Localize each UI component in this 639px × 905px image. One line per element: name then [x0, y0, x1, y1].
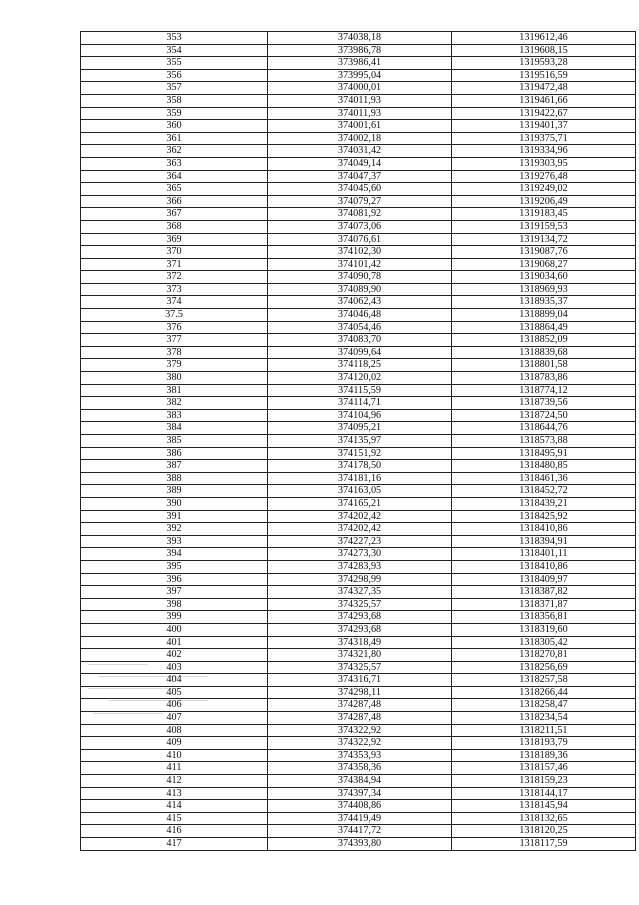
point-number-cell: 410 — [81, 749, 268, 762]
table-row — [81, 309, 636, 322]
x-coordinate-cell: 374073,06 — [268, 220, 452, 233]
x-coordinate-cell: 374046,48 — [268, 309, 452, 322]
point-number-cell: 416 — [81, 825, 268, 838]
table-row — [81, 170, 636, 183]
x-coordinate-cell: 374325,57 — [268, 598, 452, 611]
y-coordinate-cell: 1318394,91 — [452, 535, 636, 548]
table-row — [81, 220, 636, 233]
y-coordinate-cell: 1318783,86 — [452, 372, 636, 385]
point-number-cell: 368 — [81, 220, 268, 233]
y-coordinate-cell: 1318644,76 — [452, 422, 636, 435]
y-coordinate-cell: 1319375,71 — [452, 132, 636, 145]
table-row — [81, 560, 636, 573]
y-coordinate-cell: 1319334,96 — [452, 145, 636, 158]
point-number-cell: 408 — [81, 724, 268, 737]
x-coordinate-cell: 374090,78 — [268, 271, 452, 284]
table-row — [81, 422, 636, 435]
y-coordinate-cell: 1319183,45 — [452, 208, 636, 221]
point-number-cell: 397 — [81, 586, 268, 599]
point-number-cell: 361 — [81, 132, 268, 145]
point-number-cell: 405 — [81, 686, 268, 699]
y-coordinate-cell: 1319087,76 — [452, 246, 636, 259]
y-coordinate-cell: 1318899,04 — [452, 309, 636, 322]
x-coordinate-cell: 374287,48 — [268, 712, 452, 725]
x-coordinate-cell: 374358,36 — [268, 762, 452, 775]
y-coordinate-cell: 1318480,85 — [452, 460, 636, 473]
table-row — [81, 812, 636, 825]
coordinates-table-body — [81, 32, 636, 851]
y-coordinate-cell: 1319034,60 — [452, 271, 636, 284]
x-coordinate-cell: 374151,92 — [268, 447, 452, 460]
point-number-cell: 395 — [81, 560, 268, 573]
table-row — [81, 32, 636, 45]
point-number-cell: 388 — [81, 472, 268, 485]
point-number-cell: 354 — [81, 44, 268, 57]
point-number-cell: 393 — [81, 535, 268, 548]
point-number-cell: 379 — [81, 359, 268, 372]
table-row — [81, 409, 636, 422]
x-coordinate-cell: 374104,96 — [268, 409, 452, 422]
point-number-cell: 362 — [81, 145, 268, 158]
table-row — [81, 724, 636, 737]
x-coordinate-cell: 374287,48 — [268, 699, 452, 712]
x-coordinate-cell: 374002,18 — [268, 132, 452, 145]
table-row — [81, 183, 636, 196]
point-number-cell: 396 — [81, 573, 268, 586]
x-coordinate-cell: 374031,42 — [268, 145, 452, 158]
x-coordinate-cell: 374135,97 — [268, 435, 452, 448]
y-coordinate-cell: 1318864,49 — [452, 321, 636, 334]
x-coordinate-cell: 374316,71 — [268, 674, 452, 687]
y-coordinate-cell: 1318234,54 — [452, 712, 636, 725]
x-coordinate-cell: 374227,23 — [268, 535, 452, 548]
table-row — [81, 573, 636, 586]
x-coordinate-cell: 374079,27 — [268, 195, 452, 208]
point-number-cell: 373 — [81, 283, 268, 296]
point-number-cell: 359 — [81, 107, 268, 120]
y-coordinate-cell: 1319206,49 — [452, 195, 636, 208]
table-row — [81, 258, 636, 271]
x-coordinate-cell: 374115,59 — [268, 384, 452, 397]
point-number-cell: 367 — [81, 208, 268, 221]
point-number-cell: 377 — [81, 334, 268, 347]
table-row — [81, 497, 636, 510]
table-row — [81, 145, 636, 158]
y-coordinate-cell: 1318410,86 — [452, 560, 636, 573]
y-coordinate-cell: 1318724,50 — [452, 409, 636, 422]
x-coordinate-cell: 374273,30 — [268, 548, 452, 561]
y-coordinate-cell: 1318258,47 — [452, 699, 636, 712]
y-coordinate-cell: 1318401,11 — [452, 548, 636, 561]
x-coordinate-cell: 374293,68 — [268, 623, 452, 636]
y-coordinate-cell: 1318256,69 — [452, 661, 636, 674]
y-coordinate-cell: 1319249,02 — [452, 183, 636, 196]
x-coordinate-cell: 374322,92 — [268, 737, 452, 750]
x-coordinate-cell: 374298,99 — [268, 573, 452, 586]
y-coordinate-cell: 1319422,67 — [452, 107, 636, 120]
y-coordinate-cell: 1318425,92 — [452, 510, 636, 523]
x-coordinate-cell: 373995,04 — [268, 69, 452, 82]
table-row — [81, 296, 636, 309]
point-number-cell: 389 — [81, 485, 268, 498]
table-row — [81, 435, 636, 448]
point-number-cell: 374 — [81, 296, 268, 309]
y-coordinate-cell: 1318270,81 — [452, 649, 636, 662]
y-coordinate-cell: 1318157,46 — [452, 762, 636, 775]
y-coordinate-cell: 1318573,88 — [452, 435, 636, 448]
table-row — [81, 485, 636, 498]
y-coordinate-cell: 1318801,58 — [452, 359, 636, 372]
point-number-cell: 364 — [81, 170, 268, 183]
table-row — [81, 649, 636, 662]
y-coordinate-cell: 1318145,94 — [452, 800, 636, 813]
x-coordinate-cell: 373986,41 — [268, 57, 452, 70]
y-coordinate-cell: 1318211,51 — [452, 724, 636, 737]
table-row — [81, 737, 636, 750]
x-coordinate-cell: 373986,78 — [268, 44, 452, 57]
table-row — [81, 334, 636, 347]
table-row — [81, 674, 636, 687]
y-coordinate-cell: 1318319,60 — [452, 623, 636, 636]
point-number-cell: 392 — [81, 523, 268, 536]
point-number-cell: 417 — [81, 838, 268, 851]
y-coordinate-cell: 1319593,28 — [452, 57, 636, 70]
x-coordinate-cell: 374011,93 — [268, 94, 452, 107]
x-coordinate-cell: 374083,70 — [268, 334, 452, 347]
point-number-cell: 406 — [81, 699, 268, 712]
y-coordinate-cell: 1318356,81 — [452, 611, 636, 624]
point-number-cell: 378 — [81, 346, 268, 359]
table-row — [81, 787, 636, 800]
y-coordinate-cell: 1318257,58 — [452, 674, 636, 687]
point-number-cell: 400 — [81, 623, 268, 636]
x-coordinate-cell: 374419,49 — [268, 812, 452, 825]
y-coordinate-cell: 1318935,37 — [452, 296, 636, 309]
x-coordinate-cell: 374321,80 — [268, 649, 452, 662]
y-coordinate-cell: 1318266,44 — [452, 686, 636, 699]
table-row — [81, 460, 636, 473]
x-coordinate-cell: 374101,42 — [268, 258, 452, 271]
y-coordinate-cell: 1318159,23 — [452, 775, 636, 788]
y-coordinate-cell: 1319276,48 — [452, 170, 636, 183]
table-row — [81, 397, 636, 410]
x-coordinate-cell: 374000,01 — [268, 82, 452, 95]
point-number-cell: 409 — [81, 737, 268, 750]
x-coordinate-cell: 374102,30 — [268, 246, 452, 259]
point-number-cell: 363 — [81, 157, 268, 170]
table-row — [81, 157, 636, 170]
x-coordinate-cell: 374120,02 — [268, 372, 452, 385]
x-coordinate-cell: 374327,35 — [268, 586, 452, 599]
x-coordinate-cell: 374325,57 — [268, 661, 452, 674]
table-row — [81, 800, 636, 813]
table-row — [81, 636, 636, 649]
point-number-cell: 411 — [81, 762, 268, 775]
y-coordinate-cell: 1318969,93 — [452, 283, 636, 296]
x-coordinate-cell: 374318,49 — [268, 636, 452, 649]
table-row — [81, 346, 636, 359]
x-coordinate-cell: 374408,86 — [268, 800, 452, 813]
y-coordinate-cell: 1319472,48 — [452, 82, 636, 95]
y-coordinate-cell: 1318371,87 — [452, 598, 636, 611]
table-row — [81, 132, 636, 145]
x-coordinate-cell: 374202,42 — [268, 523, 452, 536]
table-row — [81, 661, 636, 674]
table-row — [81, 686, 636, 699]
x-coordinate-cell: 374163,05 — [268, 485, 452, 498]
table-row — [81, 775, 636, 788]
table-row — [81, 535, 636, 548]
point-number-cell: 403 — [81, 661, 268, 674]
y-coordinate-cell: 1318409,97 — [452, 573, 636, 586]
table-row — [81, 447, 636, 460]
table-row — [81, 523, 636, 536]
y-coordinate-cell: 1319612,46 — [452, 32, 636, 45]
point-number-cell: 402 — [81, 649, 268, 662]
table-row — [81, 120, 636, 133]
table-row — [81, 372, 636, 385]
table-row — [81, 838, 636, 851]
y-coordinate-cell: 1319461,66 — [452, 94, 636, 107]
y-coordinate-cell: 1318144,17 — [452, 787, 636, 800]
point-number-cell: 365 — [81, 183, 268, 196]
y-coordinate-cell: 1319303,95 — [452, 157, 636, 170]
point-number-cell: 386 — [81, 447, 268, 460]
point-number-cell: 353 — [81, 32, 268, 45]
x-coordinate-cell: 374114,71 — [268, 397, 452, 410]
x-coordinate-cell: 374062,43 — [268, 296, 452, 309]
point-number-cell: 383 — [81, 409, 268, 422]
point-number-cell: 358 — [81, 94, 268, 107]
point-number-cell: 413 — [81, 787, 268, 800]
table-row — [81, 321, 636, 334]
y-coordinate-cell: 1318739,56 — [452, 397, 636, 410]
y-coordinate-cell: 1318117,59 — [452, 838, 636, 851]
table-row — [81, 623, 636, 636]
table-row — [81, 762, 636, 775]
y-coordinate-cell: 1318439,21 — [452, 497, 636, 510]
point-number-cell: 404 — [81, 674, 268, 687]
y-coordinate-cell: 1318495,91 — [452, 447, 636, 460]
table-row — [81, 233, 636, 246]
table-row — [81, 69, 636, 82]
y-coordinate-cell: 1318132,65 — [452, 812, 636, 825]
x-coordinate-cell: 374293,68 — [268, 611, 452, 624]
y-coordinate-cell: 1318461,36 — [452, 472, 636, 485]
point-number-cell: 382 — [81, 397, 268, 410]
table-row — [81, 283, 636, 296]
point-number-cell: 407 — [81, 712, 268, 725]
x-coordinate-cell: 374099,64 — [268, 346, 452, 359]
table-row — [81, 548, 636, 561]
coordinates-table — [80, 31, 636, 851]
table-row — [81, 712, 636, 725]
y-coordinate-cell: 1319516,59 — [452, 69, 636, 82]
point-number-cell: 391 — [81, 510, 268, 523]
y-coordinate-cell: 1319134,72 — [452, 233, 636, 246]
table-row — [81, 611, 636, 624]
x-coordinate-cell: 374202,42 — [268, 510, 452, 523]
point-number-cell: 401 — [81, 636, 268, 649]
y-coordinate-cell: 1319068,27 — [452, 258, 636, 271]
y-coordinate-cell: 1318774,12 — [452, 384, 636, 397]
table-row — [81, 94, 636, 107]
table-row — [81, 825, 636, 838]
point-number-cell: 384 — [81, 422, 268, 435]
y-coordinate-cell: 1319159,53 — [452, 220, 636, 233]
x-coordinate-cell: 374322,92 — [268, 724, 452, 737]
x-coordinate-cell: 374038,18 — [268, 32, 452, 45]
point-number-cell: 415 — [81, 812, 268, 825]
y-coordinate-cell: 1318410,86 — [452, 523, 636, 536]
y-coordinate-cell: 1318387,82 — [452, 586, 636, 599]
point-number-cell: 369 — [81, 233, 268, 246]
point-number-cell: 366 — [81, 195, 268, 208]
x-coordinate-cell: 374417,72 — [268, 825, 452, 838]
x-coordinate-cell: 374089,90 — [268, 283, 452, 296]
point-number-cell: 385 — [81, 435, 268, 448]
table-row — [81, 699, 636, 712]
point-number-cell: 360 — [81, 120, 268, 133]
table-row — [81, 246, 636, 259]
point-number-cell: 394 — [81, 548, 268, 561]
point-number-cell: 357 — [81, 82, 268, 95]
y-coordinate-cell: 1318120,25 — [452, 825, 636, 838]
y-coordinate-cell: 1319401,37 — [452, 120, 636, 133]
table-row — [81, 82, 636, 95]
table-row — [81, 586, 636, 599]
x-coordinate-cell: 374118,25 — [268, 359, 452, 372]
point-number-cell: 355 — [81, 57, 268, 70]
table-row — [81, 44, 636, 57]
x-coordinate-cell: 374054,46 — [268, 321, 452, 334]
point-number-cell: 381 — [81, 384, 268, 397]
point-number-cell: 387 — [81, 460, 268, 473]
x-coordinate-cell: 374393,80 — [268, 838, 452, 851]
y-coordinate-cell: 1318839,68 — [452, 346, 636, 359]
point-number-cell: 398 — [81, 598, 268, 611]
point-number-cell: 37.5 — [81, 309, 268, 322]
point-number-cell: 380 — [81, 372, 268, 385]
point-number-cell: 376 — [81, 321, 268, 334]
y-coordinate-cell: 1318189,36 — [452, 749, 636, 762]
x-coordinate-cell: 374384,94 — [268, 775, 452, 788]
y-coordinate-cell: 1319608,15 — [452, 44, 636, 57]
x-coordinate-cell: 374081,92 — [268, 208, 452, 221]
x-coordinate-cell: 374045,60 — [268, 183, 452, 196]
x-coordinate-cell: 374181,16 — [268, 472, 452, 485]
x-coordinate-cell: 374095,21 — [268, 422, 452, 435]
y-coordinate-cell: 1318305,42 — [452, 636, 636, 649]
point-number-cell: 399 — [81, 611, 268, 624]
table-row — [81, 195, 636, 208]
y-coordinate-cell: 1318193,79 — [452, 737, 636, 750]
table-row — [81, 271, 636, 284]
table-row — [81, 749, 636, 762]
x-coordinate-cell: 374076,61 — [268, 233, 452, 246]
x-coordinate-cell: 374165,21 — [268, 497, 452, 510]
x-coordinate-cell: 374049,14 — [268, 157, 452, 170]
point-number-cell: 414 — [81, 800, 268, 813]
x-coordinate-cell: 374001,61 — [268, 120, 452, 133]
table-row — [81, 57, 636, 70]
table-row — [81, 598, 636, 611]
table-row — [81, 107, 636, 120]
x-coordinate-cell: 374178,50 — [268, 460, 452, 473]
table-row — [81, 384, 636, 397]
table-row — [81, 359, 636, 372]
x-coordinate-cell: 374011,93 — [268, 107, 452, 120]
point-number-cell: 356 — [81, 69, 268, 82]
table-row — [81, 472, 636, 485]
point-number-cell: 372 — [81, 271, 268, 284]
x-coordinate-cell: 374298,11 — [268, 686, 452, 699]
point-number-cell: 371 — [81, 258, 268, 271]
x-coordinate-cell: 374397,34 — [268, 787, 452, 800]
x-coordinate-cell: 374353,93 — [268, 749, 452, 762]
point-number-cell: 390 — [81, 497, 268, 510]
table-row — [81, 208, 636, 221]
x-coordinate-cell: 374047,37 — [268, 170, 452, 183]
y-coordinate-cell: 1318452,72 — [452, 485, 636, 498]
table-row — [81, 510, 636, 523]
point-number-cell: 412 — [81, 775, 268, 788]
y-coordinate-cell: 1318852,09 — [452, 334, 636, 347]
point-number-cell: 370 — [81, 246, 268, 259]
x-coordinate-cell: 374283,93 — [268, 560, 452, 573]
